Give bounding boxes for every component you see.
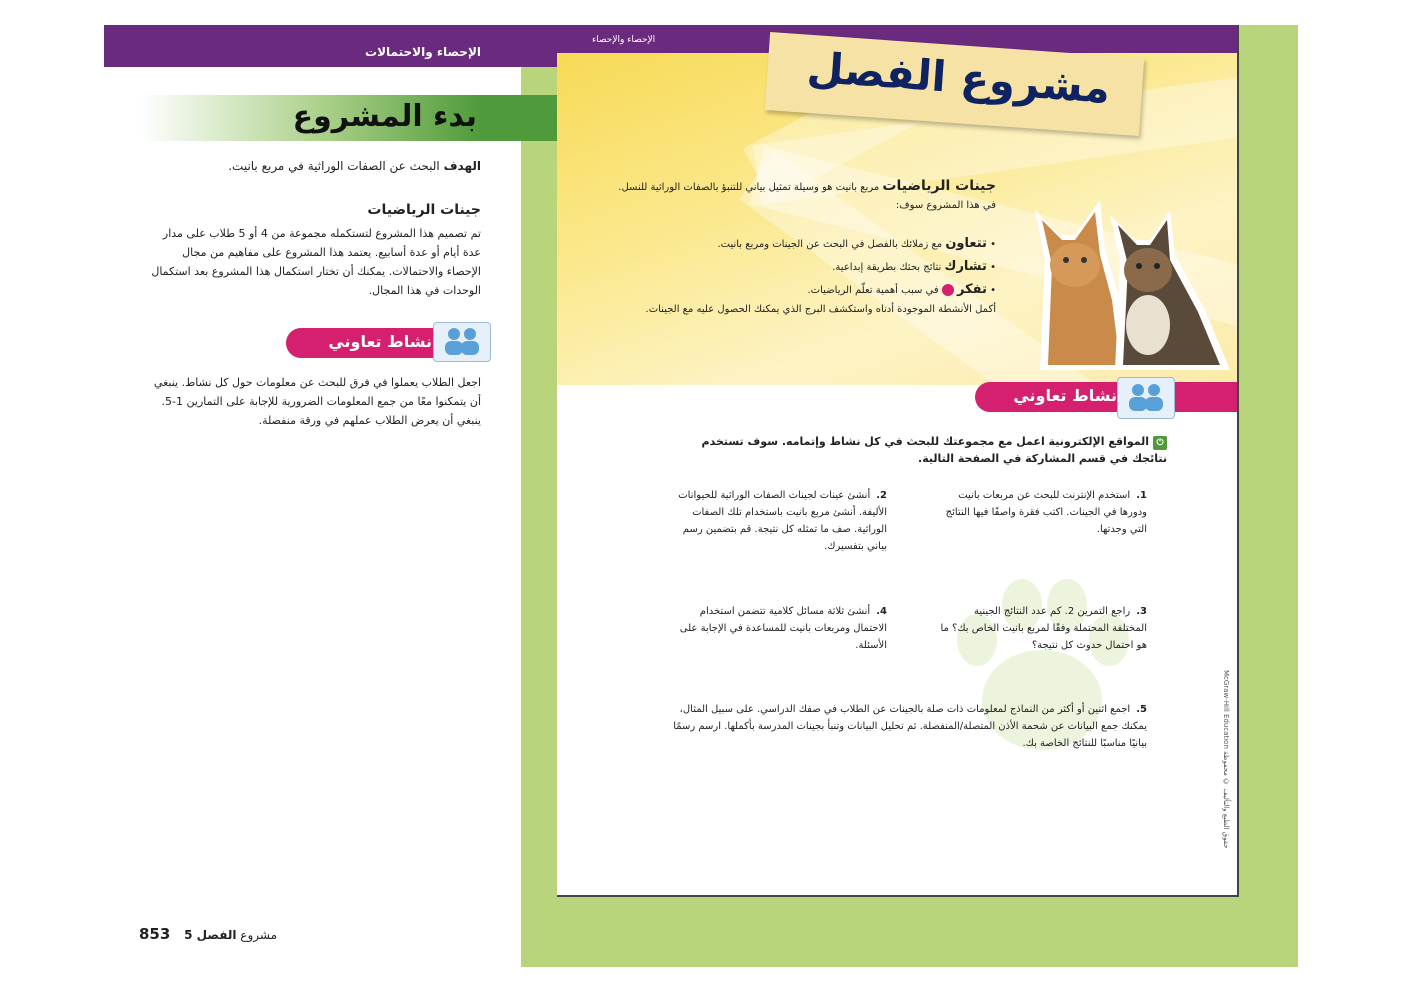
bullet-bold: تفكر [957, 282, 987, 297]
math-genes-text: تم تصميم هذا المشروع لتستكمله مجموعة من 4 أو 5 طلاب على مدار عدة أيام أو عدة أسابيع. يعتمد هذا المشروع على مفاهيم من مجال الإحصاء والاحتمالات. يمكنك أن تختار استكمال هذا المشروع بعد استكمال الوحدات في هذا المجال. [151, 227, 481, 297]
math-genes-heading: جينات الرياضيات [367, 202, 481, 218]
goal-text: البحث عن الصفات الوراثية في مربع بانيت. [228, 159, 440, 173]
question-number: 5. [1136, 704, 1147, 715]
page-number: 853 [139, 925, 171, 943]
web-instructions [697, 433, 1167, 467]
outro-text: أكمل الأنشطة الموجودة أدناه واستكشف البرج الذي يمكنك الحصول عليه مع الجينات. [645, 304, 996, 315]
question-2 [677, 487, 887, 555]
question-number: 2. [876, 490, 887, 501]
bullet-bold: تشارك [944, 259, 987, 274]
question-text: أنشئ عينات لجينات الصفات الوراثية للحيوانات الأليفة. أنشئ مربع بانيت باستخدام تلك الصفات الوراثية. صف ما تمثله كل نتيجة. قم بتضمين رسم بياني بتفسيرك. [678, 490, 887, 552]
web-icon: ⏻ [1153, 436, 1167, 450]
intro-paragraph [616, 177, 996, 215]
coop-label-left: نشاط تعاوني [328, 332, 432, 351]
goal-paragraph [141, 159, 481, 173]
left-header-bar [104, 25, 557, 67]
question-1 [937, 487, 1147, 538]
left-green-margin [521, 67, 557, 967]
question-text: استخدم الإنترنت للبحث عن مربعات بانيت ودورها في الجينات. اكتب فقرة واصفًا فيها النتائج التي وجدتها. [945, 490, 1147, 535]
people-icon [1117, 377, 1175, 419]
question-text: أنشئ ثلاثة مسائل كلامية تتضمن استخدام الاحتمال ومربعات بانيت للمساعدة في الإجابة على الأسئلة. [679, 606, 887, 651]
intro-heading: جينات الرياضيات [882, 178, 996, 194]
cats-photo [1020, 140, 1235, 380]
project-bullets [616, 233, 996, 302]
footer-label: مشروع [240, 928, 278, 942]
bullet-item: • تفكر في سبب أهمية تعلّم الرياضيات. [807, 282, 996, 297]
question-3 [937, 603, 1147, 654]
coop-label-right: نشاط تعاوني [1013, 386, 1117, 405]
question-5 [667, 701, 1147, 752]
question-number: 3. [1136, 606, 1147, 617]
left-header-title: الإحصاء والاحتمالات [365, 45, 481, 59]
goal-label: الهدف [443, 159, 481, 173]
coop-banner-right [975, 377, 1175, 415]
left-footer [139, 925, 277, 943]
bullet-text: نتائج بحثك بطريقة إبداعية. [832, 262, 942, 273]
question-4 [677, 603, 887, 654]
intro-text: مربع بانيت هو وسيلة تمثيل بياني للتنبؤ بالصفات الوراثية للنسل. في هذا المشروع سوف: [618, 182, 996, 211]
bullet-text: مع زملائك بالفصل في البحث عن الجينات ومربع بانيت. [717, 239, 943, 250]
reflect-icon [942, 284, 954, 296]
student-page [557, 25, 1239, 897]
coop-text-left: اجعل الطلاب يعملوا في فرق للبحث عن معلومات حول كل نشاط. ينبغي أن يتمكنوا معًا من جمع المعلومات الضرورية للإجابة على التمارين 1-5. ينبغي أن يعرض الطلاب عملهم في ورقة منفصلة. [153, 376, 481, 427]
question-text: اجمع اثنين أو أكثر من النماذج لمعلومات ذات صلة بالجينات عن الطلاب في صفك الدراسي. على سبيل المثال، يمكنك جمع البيانات عن شحمة الأذن المتصلة/المنفصلة. ثم تحليل البيانات وتنبأ بجينات المدرسة بأكملها. ارسم رسمًا بيانيًا مناسبًا للنتائج الخاصة بك. [673, 704, 1147, 749]
question-text: راجع التمرين 2. كم عدد النتائج الجينية المختلفة المحتملة وفقًا لمربع بانيت الخاص بك؟ ما هو احتمال حدوث كل نتيجة؟ [940, 606, 1147, 651]
question-number: 4. [876, 606, 887, 617]
side-credit: McGraw-Hill Education حقوق الطبع والتأليف © محفوظة [1222, 670, 1230, 849]
footer-chapter: الفصل 5 [184, 928, 237, 942]
bullet-item: • تشارك نتائج بحثك بطريقة إبداعية. [832, 259, 996, 274]
bullet-bold: تتعاون [945, 236, 987, 251]
bullet-text: في سبب أهمية تعلّم الرياضيات. [807, 285, 939, 296]
right-header-title: الإحصاء والإحصاء [592, 35, 656, 45]
project-title-band [140, 95, 557, 141]
bullet-item: • تتعاون مع زملائك بالفصل في البحث عن الجينات ومربع بانيت. [717, 236, 996, 251]
project-title: بدء المشروع [292, 99, 477, 134]
people-icon [433, 322, 491, 362]
coop-banner-left [286, 322, 491, 360]
bottom-green-margin [521, 900, 1298, 967]
chapter-project-title: مشروع الفصل [805, 42, 1112, 113]
web-text: المواقع الإلكترونية اعمل مع مجموعتك للبحث في كل نشاط وإتمامه. سوف تستخدم نتائجك في قسم المشاركة في الصفحة التالية. [701, 435, 1167, 465]
question-number: 1. [1136, 490, 1147, 501]
